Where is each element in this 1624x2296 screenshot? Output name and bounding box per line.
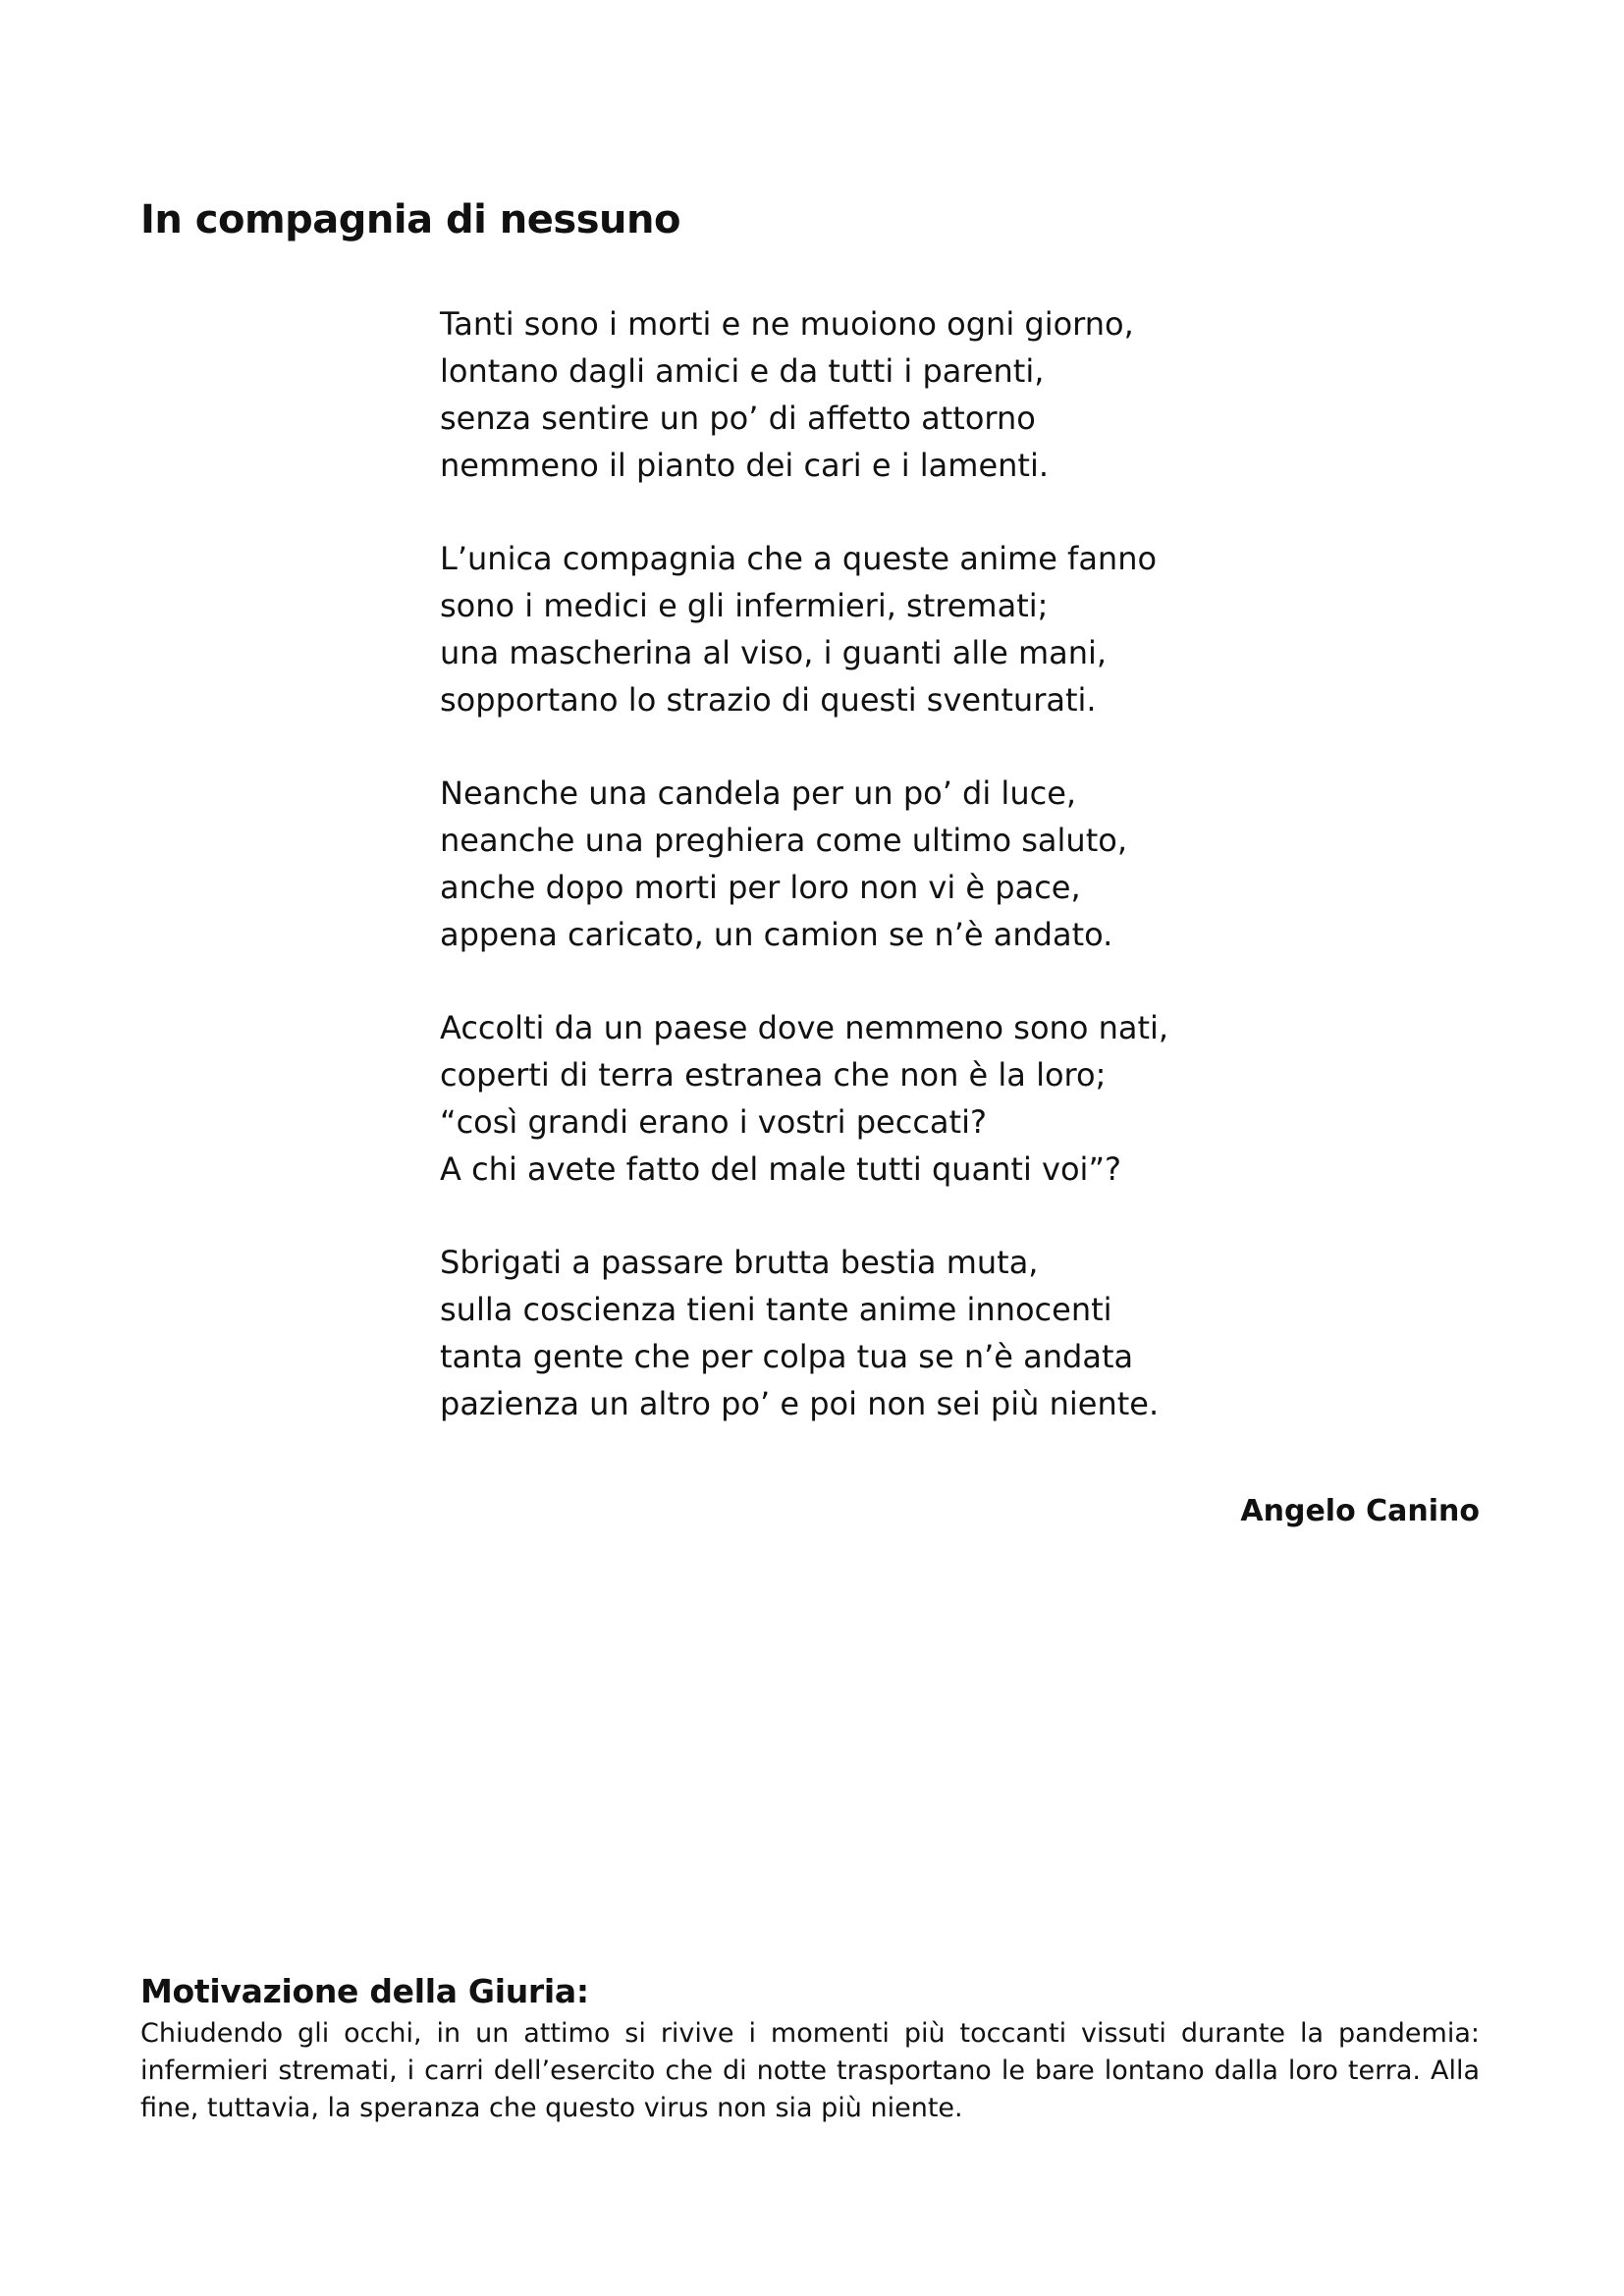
verse-line: coperti di terra estranea che non è la loro; [440,1056,1107,1094]
jury-motivation-text: Chiudendo gli occhi, in un attimo si rivive i momenti più toccanti vissuti durante la pandemia: infermieri stremati, i carri dell’esercito che di notte trasportano le bare lontano dalla loro terra. Alla fine, tuttavia, la speranza che questo virus non sia più niente. [140,2018,1480,2123]
verse-line: Neanche una candela per un po’ di luce, [440,774,1077,812]
stanza [440,770,1265,958]
verse-line: L’unica compagnia che a queste anime fanno [440,540,1158,577]
verse-line: Tanti sono i morti e ne muoiono ogni giorno, [440,305,1134,343]
verse-line: neanche una preghiera come ultimo saluto, [440,822,1127,859]
jury-heading: Motivazione della Giuria: [140,1972,589,2010]
stanza [440,535,1265,723]
verse-line: pazienza un altro po’ e poi non sei più niente. [440,1385,1160,1422]
verse-line: nemmeno il pianto dei cari e i lamenti. [440,447,1050,484]
verse-line: una mascherina al viso, i guanti alle mani, [440,634,1108,671]
verse-line: Sbrigati a passare brutta bestia muta, [440,1244,1039,1281]
poem-title: In compagnia di nessuno [140,197,680,242]
verse-line: Accolti da un paese dove nemmeno sono nati, [440,1009,1169,1046]
verse-line: sulla coscienza tieni tante anime innocenti [440,1291,1112,1328]
author-signature: Angelo Canino [1240,1494,1480,1528]
verse-line: “così grandi erano i vostri peccati? [440,1103,987,1141]
verse-line: senza sentire un po’ di affetto attorno [440,400,1036,437]
stanza [440,300,1265,489]
verse-line: anche dopo morti per loro non vi è pace, [440,869,1081,906]
verse-line: lontano dagli amici e da tutti i parenti, [440,352,1045,390]
verse-line: sono i medici e gli infermieri, stremati; [440,587,1049,624]
verse-line: sopportano lo strazio di questi sventurati. [440,681,1097,719]
verse-line: appena caricato, un camion se n’è andato. [440,916,1113,953]
stanza [440,1004,1265,1193]
verse-line: A chi avete fatto del male tutti quanti voi”? [440,1150,1121,1188]
stanza [440,1239,1265,1427]
poem-body [440,300,1265,1473]
verse-line: tanta gente che per colpa tua se n’è andata [440,1338,1134,1375]
